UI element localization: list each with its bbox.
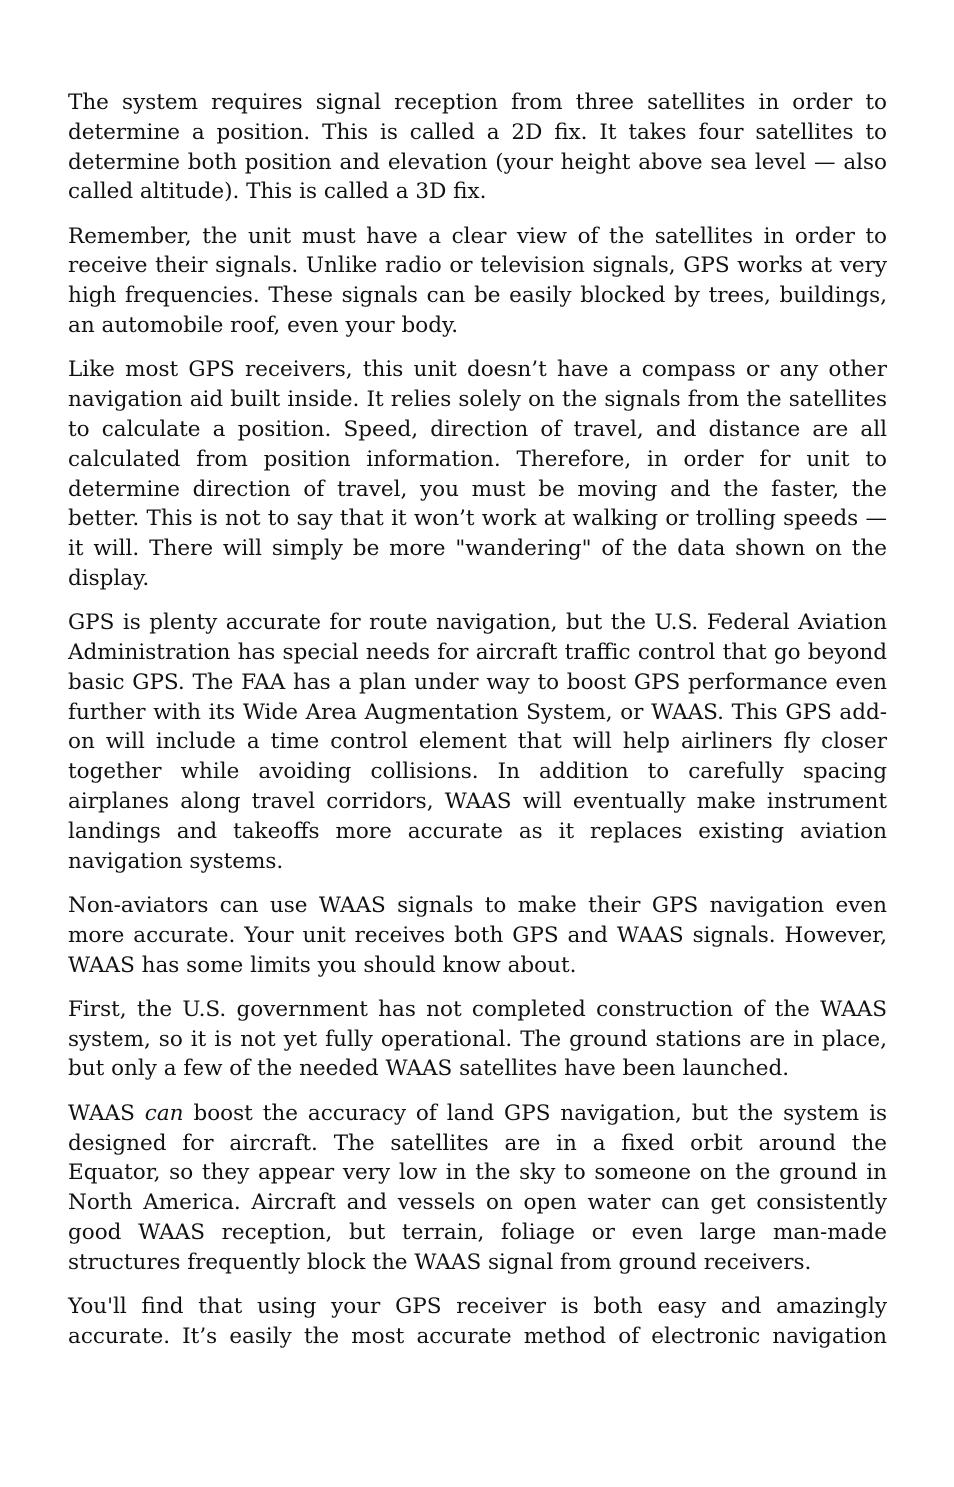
document-page	[68, 88, 887, 1352]
paragraph-accuracy: You'll find that using your GPS receiver is both easy and amazingly accurate. It’s easily the most accurate method of electronic navigation	[68, 1293, 887, 1349]
emphasis-can: can	[144, 1100, 184, 1126]
paragraph-satellite-fix: The system requires signal reception from three satellites in order to determine a position. This is called a 2D fix. It takes four satellites to determine both position and elevation (your height above sea level — also called altitude). This is called a 3D fix.	[68, 90, 887, 205]
paragraph-faa-waas: GPS is plenty accurate for route navigation, but the U.S. Federal Aviation Administration has special needs for aircraft traffic control that go beyond basic GPS. The FAA has a plan under way to boost GPS performance even further with its Wide Area Augmentation System, or WAAS. This GPS add-on will include a time control element that will help airliners fly closer together while avoiding collisions. In addition to carefully spacing airplanes along travel corridors, WAAS will eventually make instrument landings and takeoffs more accurate as it replaces existing aviation navigation systems.	[68, 610, 887, 874]
paragraph-waas-aircraft	[68, 1099, 887, 1278]
paragraph-clear-view: Remember, the unit must have a clear view of the satellites in order to receive their signals. Unlike radio or television signals, GPS works at very high frequencies. These signals can be easily blocked by trees, buildings, an automobile roof, even your body.	[68, 223, 887, 339]
paragraph-waas-construction: First, the U.S. government has not completed construction of the WAAS system, so it is not yet fully operational. The ground stations are in place, but only a few of the needed WAAS satellites have been launched.	[68, 996, 887, 1082]
paragraph-no-compass: Like most GPS receivers, this unit doesn’t have a compass or any other navigation aid built inside. It relies solely on the signals from the satellites to calculate a position. Speed, direction of travel, and distance are all calculated from position information. Therefore, in order for unit to determine direction of travel, you must be moving and the faster, the better. This is not to say that it won’t work at walking or trolling speeds — it will. There will simply be more "wandering" of the data shown on the display.	[68, 357, 887, 591]
paragraph-non-aviators: Non-aviators can use WAAS signals to make their GPS navigation even more accurate. Your unit receives both GPS and WAAS signals. However, WAAS has some limits you should know about.	[68, 892, 887, 978]
text-run: WAAS	[68, 1100, 145, 1126]
text-run: boost the accuracy of land GPS navigation, but the system is designed for aircraft. The satellites are in a fixed orbit around the Equator, so they appear very low in the sky to someone on the ground in North America. Aircraft and vessels on open water can get consistently good WAAS reception, but terrain, foliage or even large man-made structures frequently block the WAAS signal from ground receivers.	[68, 1100, 887, 1275]
